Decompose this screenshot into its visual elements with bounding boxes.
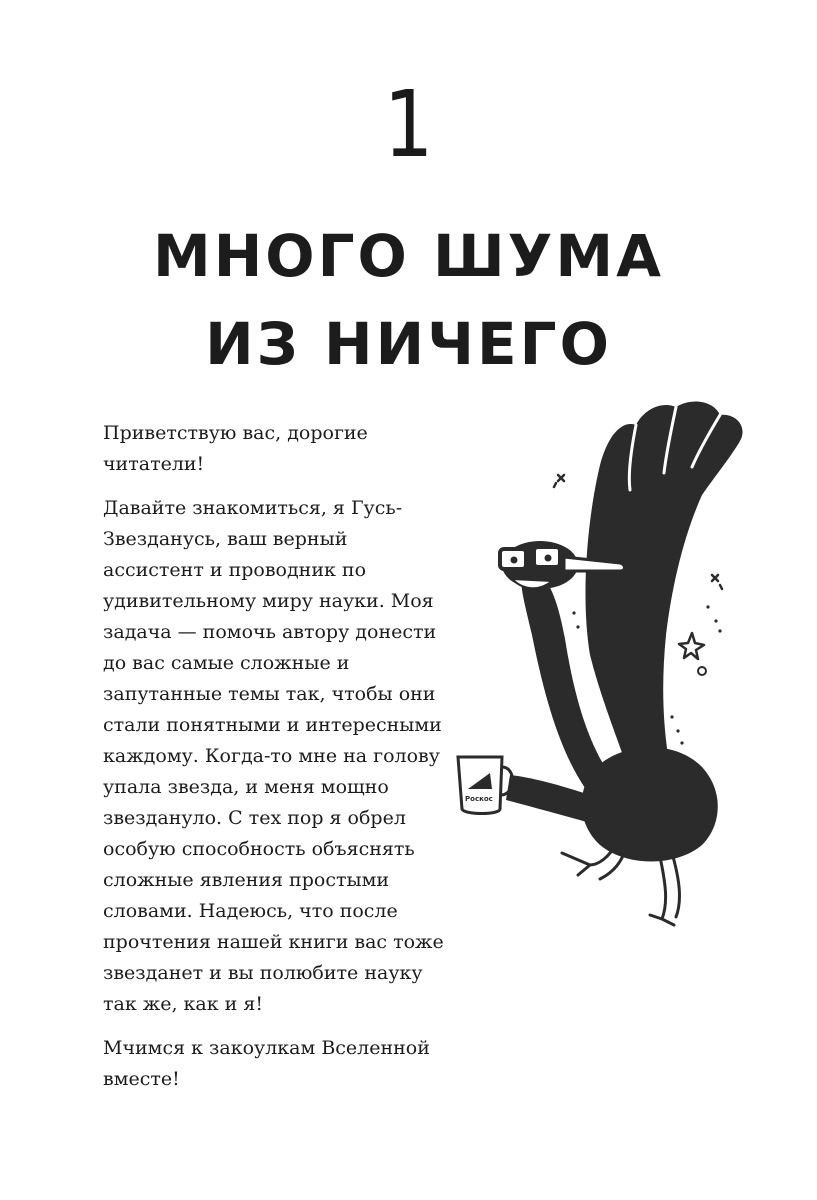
goose-illustration [440,395,770,945]
goose-leg-right-inner [672,853,679,917]
goose-eye [511,557,518,564]
sparkle-icon [554,475,564,487]
body-text [103,418,453,1108]
chapter-title-line-1: МНОГО ШУМА [153,222,664,290]
goose-body [582,747,718,861]
star-dot-icon [698,667,706,675]
sparkle-icon [712,575,722,589]
chapter-number: 1 [383,71,434,178]
mug-label: Роскос [465,795,493,803]
paragraph-introduction: Давайте знакомиться, я Гусь-Звездануcь, ваш верный ассистент и проводник по удивительному миру науки. Моя задача — помочь автору донести до вас самые сложные и запутанные темы так, чтобы они стали понятными и интересными каждому. Когда-то мне на голову упала звезда, и меня мощно звездануло. С тех пор я обрел особую способность объяснять сложные явления простыми словами. Надеюсь, что после прочтения нашей книги вас тоже звезданет и вы полюбите науку так же, как и я! [103,497,444,1015]
goose-wing [585,401,742,775]
goose-leg-right [650,857,674,925]
paragraph-closing: Мчимся к закоулкам Вселенной вместе! [103,1037,430,1090]
chapter-title-line-2: ИЗ НИЧЕГО [205,310,612,378]
goose-arm [506,775,590,823]
chapter-title [0,212,817,388]
star-icon [679,633,704,659]
goose-eye [545,555,552,562]
paragraph-greeting: Приветствую вас, дорогие читатели! [103,422,368,475]
